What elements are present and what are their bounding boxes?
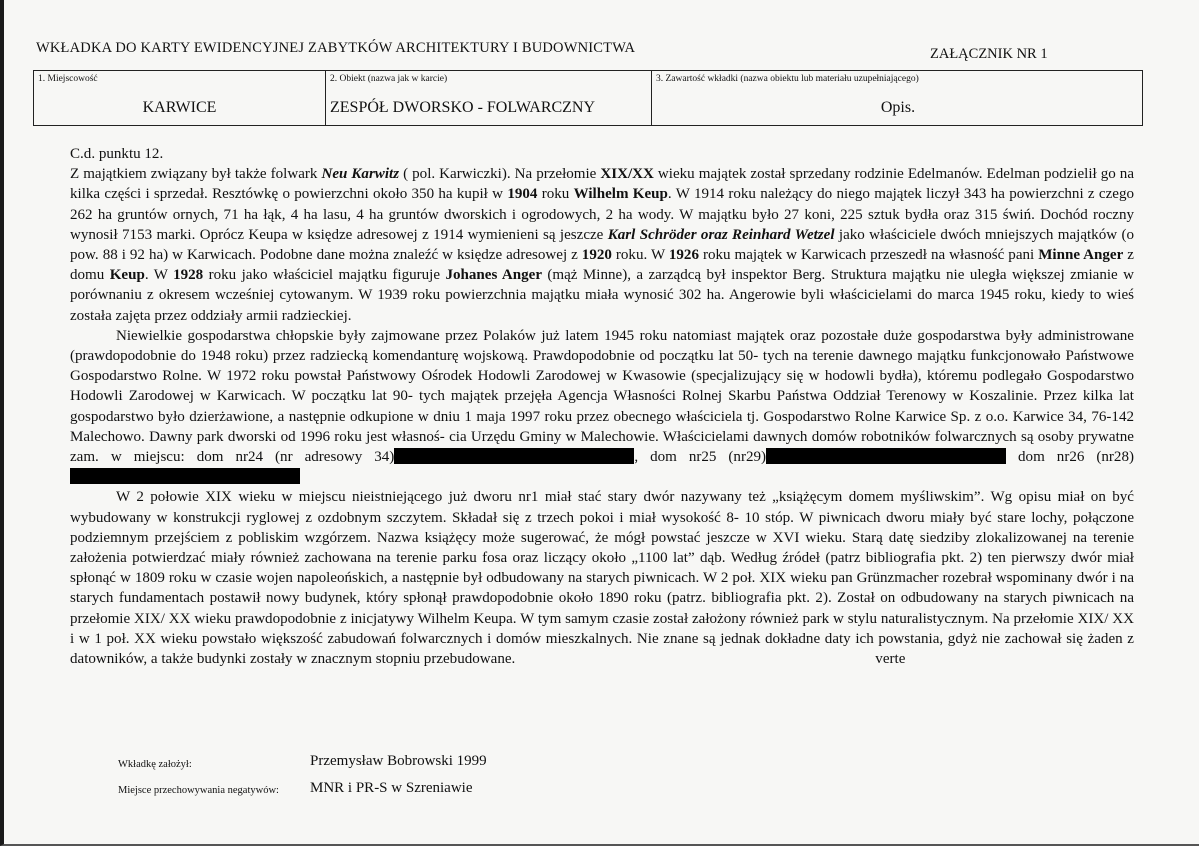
text-run: , dom nr25 (nr29) xyxy=(634,449,767,466)
emphasis: 1904 xyxy=(507,186,538,203)
emphasis: Minne Anger xyxy=(1038,247,1124,264)
text-run: . W 1914 roku należący do niego majątek liczył 343 ha powierzchni z czego 262 ha gruntów ornych, 71 ha łąk, 4 ha lasu, 4 ha gruntów dworskich i ogrodowych, 2 ha wody. W majątku było 27 koni, 225 sztuk bydła oraz 315 świń. Dochód roczny wynosił 7153 marki. Oprócz Keupa w księdze adresowej z 1914 wymienieni są jeszcze xyxy=(70,186,1134,243)
emphasis: Karl Schröder oraz Reinhard Wetzel xyxy=(607,226,835,243)
field-locality-value: KARWICE xyxy=(142,99,217,116)
text-run: jako właściciele dwóch mniejszych majątków (o pow. 88 i 92 ha) w Karwicach. Podobne dane można znaleźć w księdze adresowej z xyxy=(70,226,1135,264)
text-run: roku xyxy=(537,186,574,203)
emphasis: XIX/XX xyxy=(600,166,654,183)
emphasis: Wilhelm Keup xyxy=(573,186,668,203)
emphasis: Neu Karwitz xyxy=(321,166,400,183)
document-body xyxy=(70,144,1134,669)
author-label: Wkładkę założył: xyxy=(118,759,192,770)
redaction-bar xyxy=(70,468,300,484)
text-run: Z majątkiem związany był także folwark xyxy=(70,166,322,183)
redaction-bar xyxy=(394,448,634,464)
author-value: Przemysław Bobrowski 1999 xyxy=(310,753,487,769)
text-run: roku. W xyxy=(611,247,669,264)
text-run: roku jako właściciel majątku figuruje xyxy=(203,267,446,284)
emphasis: 1920 xyxy=(581,247,612,264)
annex-number: ZAŁĄCZNIK NR 1 xyxy=(930,46,1048,62)
emphasis: 1928 xyxy=(173,267,204,284)
field-locality xyxy=(34,71,326,125)
text-run: ( pol. Karwiczki). Na przełomie xyxy=(399,166,601,183)
paragraph-history xyxy=(70,164,1134,326)
text-run: (mąż Minne), a zarządcą był inspektor Berg. Struktura majątku nie uległa większej zmianie w porównaniu z okresem wcześniej cytowanym. W 1939 roku powierzchnia majątku miała wynosić 302 ha. Angerowie byli właścicielami do marca 1945 roku, kiedy to wieś została zajęta przez oddziały armii radzieckiej. xyxy=(70,267,1134,324)
document-title: WKŁADKA DO KARTY EWIDENCYJNEJ ZABYTKÓW ARCHITEKTURY I BUDOWNICTWA xyxy=(36,40,636,56)
field-object-value: ZESPÓŁ DWORSKO - FOLWARCZNY xyxy=(330,99,596,116)
emphasis: 1926 xyxy=(668,247,699,264)
storage-value: MNR i PR-S w Szreniawie xyxy=(310,780,473,796)
verte-note: verte xyxy=(875,651,906,668)
paragraph-manor xyxy=(70,487,1134,669)
text-run: . W xyxy=(144,267,174,284)
field-content-label: 3. Zawartość wkładki (nazwa obiektu lub materiału uzupełniającego) xyxy=(656,74,919,84)
text-run: wieku majątek został sprzedany rodzinie Edelmanów. Edelman podzielił go na kilka części i sprzedał. Resztówkę o powierzchni około 350 ha kupił w xyxy=(70,166,1135,203)
text-run: W 2 połowie XIX wieku w miejscu nieistniejącego już dworu nr1 miał stać stary dwór nazywany też „książęcym domem myśliwskim”. Wg opisu miał on być wybudowany w konstrukcji ryglowej z ozdobnym szczytem. Składał się z trzech pokoi i miał wysokość 8- 10 stóp. W piwnicach dworu miały być stare lochy, połączone podziemnym przejściem z pobliskim wzgórzem. Nazwa książęcy może sugerować, że mógł powstać jeszcze w XVI wieku. Starą datę siedziby zlokalizowanej na terenie założenia potwierdzać miały również zachowana na terenie parku fosa oraz liczący około „1100 lat” dąb. Według źródeł (patrz bibliografia pkt. 2) ten pierwszy dwór miał spłonąć w 1809 roku w czasie wojen napoleońskich, a następnie był odbudowany na starych piwnicach. W 2 poł. XIX wieku pan Grünzmacher rozebrał wspominany dwór i na starych fundamentach postawił nowy budynek, który spłonął prawdopodobnie około 1890 roku (patrz. bibliografia pkt. 2). Został on odbudowany na starych piwnicach na przełomie XIX/ XX wieku prawdopodobnie z inicjatywy Wilhelm Keupa. W tym samym czasie został założony również park w stylu naturalistycznym. Na przełomie XIX/ XX i w 1 poł. XX wieku powstało większość zabudowań folwarcznych i domów mieszkalnych. Nie znane są jednak dokładne daty ich powstania, gdyż nie zachował się żaden z datowników, a także budynki zostały w znacznym stopniu przebudowane. xyxy=(70,489,1134,668)
field-content xyxy=(652,71,1144,125)
storage-label: Miejsce przechowywania negatywów: xyxy=(118,785,279,796)
paragraph-postwar xyxy=(70,326,1134,488)
emphasis: Keup xyxy=(109,267,145,284)
field-locality-label: 1. Miejscowość xyxy=(38,74,98,84)
continuation-heading: C.d. punktu 12. xyxy=(70,146,164,162)
form-header-table xyxy=(33,70,1143,126)
redaction-bar xyxy=(766,448,1006,464)
field-object xyxy=(326,71,652,125)
field-object-label: 2. Obiekt (nazwa jak w karcie) xyxy=(330,74,448,84)
text-run: Niewielkie gospodarstwa chłopskie były zajmowane przez Polaków już latem 1945 roku natomiast majątek oraz pozostałe duże gospodarstwa były administrowane (prawdopodobnie do 1948 roku) przez radziecką komendanturę wojskową. Prawdopodobnie od początku lat 50- tych na terenie dawnego majątku funkcjonowało Państwowe Gospodarstwo Rolne. W 1972 roku powstał Państwowy Ośrodek Hodowli Zarodowej w Kwasowie (specjalizujący się w hodowli bydła), któremu podlegało Gospodarstwo Hodowli Zarodowej w Karwicach. W początku lat 90- tych majątek przejęła Agencja Własności Rolnej Skarbu Państwa Oddział Terenowy w Koszalinie. Przez kilka lat gospodarstwo było dzierżawione, a następnie odkupione w dniu 1 maja 1997 roku przez obecnego właściciela tj. Gospodarstwo Rolne Karwice Sp. z o.o. Karwice 34, 76-142 Malechowo. Dawny park dworski od 1996 roku jest własnoś- cia Urzędu Gminy w Malechowie. Właścicielami dawnych domów robotników folwarcznych są osoby prywatne zam. w miejscu: dom nr24 (nr adresowy 34) xyxy=(70,327,1134,466)
emphasis: Johanes Anger xyxy=(445,267,542,284)
field-content-value: Opis. xyxy=(880,99,916,116)
text-run: z domu xyxy=(70,247,1134,284)
text-run: roku majątek w Karwicach przeszedł na własność pani xyxy=(698,247,1039,264)
text-run: dom nr26 (nr28) xyxy=(1006,449,1134,466)
